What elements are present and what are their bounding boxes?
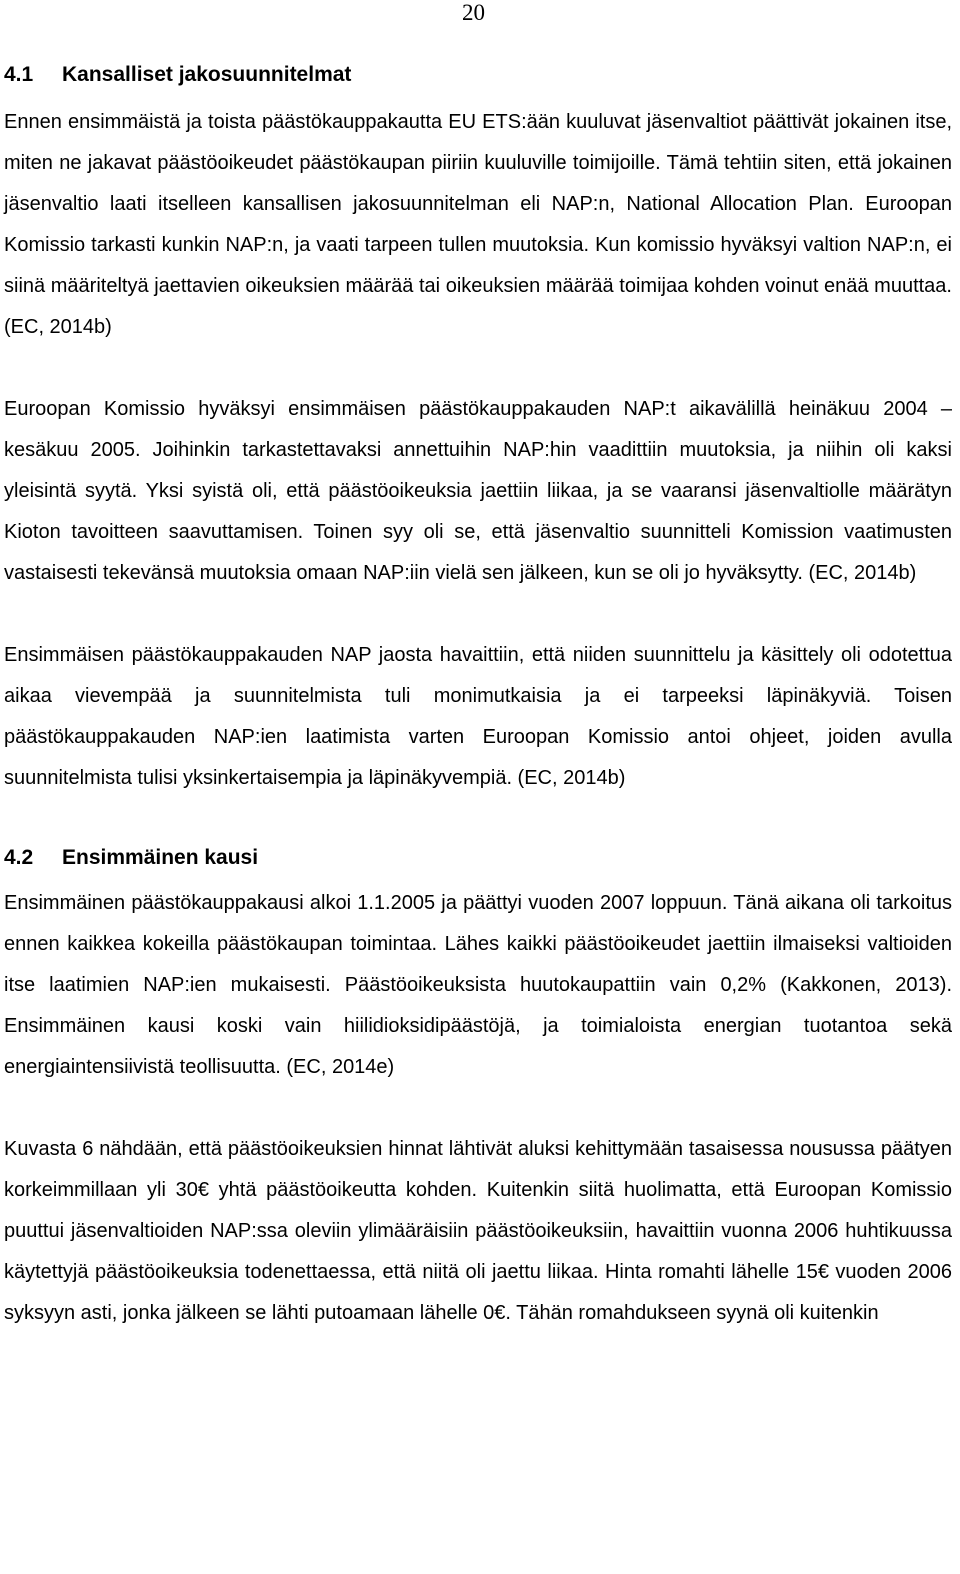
section-number: 4.1: [4, 63, 34, 86]
page-number: 20: [462, 0, 485, 25]
section-heading-4-1: [4, 60, 952, 90]
section-number: 4.2: [4, 846, 34, 869]
paragraph: Euroopan Komissio hyväksyi ensimmäisen päästökauppakauden NAP:t aikavälillä heinäkuu 2004 – kesäkuu 2005. Joihinkin tarkastettavaksi annettuihin NAP:hin vaadittiin muutoksia, ja niihin oli kaksi yleisintä syytä. Yksi syistä oli, että päästöoikeuksia jaettiin liikaa, ja se vaaransi jäsenvaltiolle määrätyn Kioton tavoitteen saavuttamisen. Toinen syy oli se, että jäsenvaltio suunnitteli Komission vaatimusten vastaisesti tekevänsä muutoksia omaan NAP:iin vielä sen jälkeen, kun se oli jo hyväksytty. (EC, 2014b): [4, 398, 952, 584]
paragraph: Ensimmäinen päästökauppakausi alkoi 1.1.2005 ja päättyi vuoden 2007 loppuun. Tänä aikana oli tarkoitus ennen kaikkea kokeilla päästökaupan toimintaa. Lähes kaikki päästöoikeudet jaettiin ilmaiseksi valtioiden itse laatimien NAP:ien mukaisesti. Päästöoikeuksista huutokaupattiin vain 0,2% (Kakkonen, 2013). Ensimmäinen kausi koski vain hiilidioksidipäästöjä, ja toimialoista energian tuotantoa sekä energiaintensiivistä teollisuutta. (EC, 2014e): [4, 892, 952, 1078]
paragraph: Kuvasta 6 nähdään, että päästöoikeuksien hinnat lähtivät aluksi kehittymään tasaisessa nousussa päätyen korkeimmillaan yli 30€ yhtä päästöoikeutta kohden. Kuitenkin siitä huolimatta, että Euroopan Komissio puuttui jäsenvaltioiden NAP:ssa oleviin ylimääräisiin päästöoikeuksiin, havaittiin vuonna 2006 huhtikuussa käytettyjä päästöoikeuksia todenettaessa, että niitä oli jaettu liikaa. Hinta romahti lähelle 15€ vuoden 2006 syksyyn asti, jonka jälkeen se lähti putoamaan lähelle 0€. Tähän romahdukseen syynä oli kuitenkin: [4, 1138, 952, 1324]
paragraph: Ennen ensimmäistä ja toista päästökauppakautta EU ETS:ään kuuluvat jäsenvaltiot päättivät jokainen itse, miten ne jakavat päästöoikeudet päästökaupan piiriin kuuluville toimijoille. Tämä tehtiin siten, että jokainen jäsenvaltio laati itselleen kansallisen jakosuunnitelman eli NAP:n, National Allocation Plan. Euroopan Komissio tarkasti kunkin NAP:n, ja vaati tarpeen tullen muutoksia. Kun komissio hyväksyi valtion NAP:n, ei siinä määriteltyä jaettavien oikeuksien määrää tai oikeuksien määrää toimijaa kohden voinut enää muuttaa. (EC, 2014b): [4, 111, 952, 338]
section-title: Kansalliset jakosuunnitelmat: [62, 63, 352, 86]
paragraph: Ensimmäisen päästökauppakauden NAP jaosta havaittiin, että niiden suunnittelu ja käsittely oli odotettua aikaa vievempää ja suunnitelmista tuli monimutkaisia ja ei tarpeeksi läpinäkyviä. Toisen päästökauppakauden NAP:ien laatimista varten Euroopan Komissio antoi ohjeet, joiden avulla suunnitelmista tulisi yksinkertaisempia ja läpinäkyvempiä. (EC, 2014b): [4, 644, 952, 789]
section-heading-4-2: [4, 843, 952, 873]
section-title: Ensimmäinen kausi: [62, 846, 259, 869]
document-body: [4, 60, 952, 1334]
